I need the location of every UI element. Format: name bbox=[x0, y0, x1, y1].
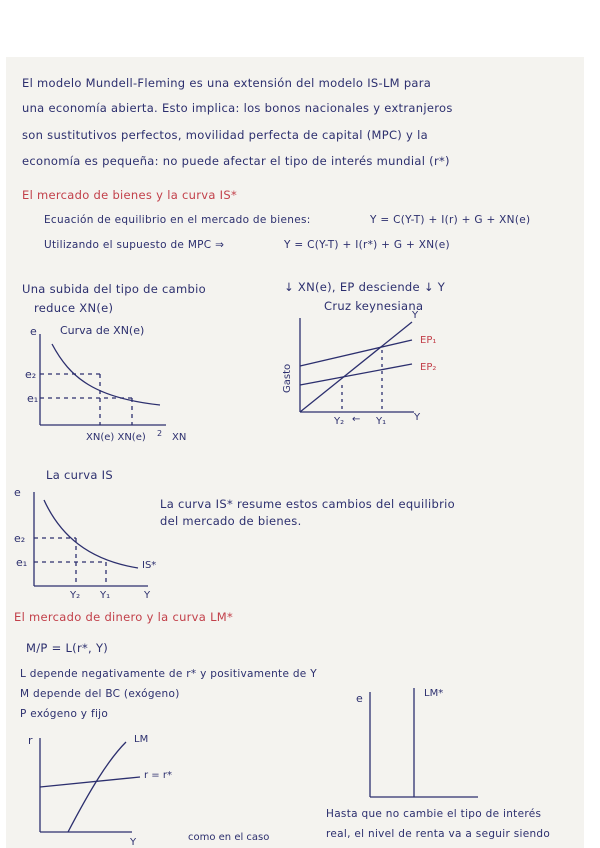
footer-line-2: real, el nivel de renta va a seguir siendo bbox=[326, 828, 551, 840]
note-exchange-rate: Una subida del tipo de cambio bbox=[22, 282, 206, 296]
money-equation: M/P = L(r*, Y) bbox=[26, 641, 109, 655]
xn-curve-label: Curva de XN(e) bbox=[60, 324, 145, 337]
lm-y-axis-label: r bbox=[28, 734, 33, 747]
cross-ep2-label: EP₂ bbox=[420, 362, 437, 373]
xn-e2-label: e₂ bbox=[25, 368, 37, 381]
cross-y1-label: Y₁ bbox=[376, 416, 387, 427]
cross-y-axis-label: Gasto bbox=[282, 363, 293, 393]
cross-x-axis-label: Y bbox=[414, 412, 421, 423]
is-description-2: del mercado de bienes. bbox=[160, 514, 302, 528]
cross-y2-label: Y₂ bbox=[334, 416, 345, 427]
xn-x-ticks-label: XN(e) XN(e) bbox=[86, 432, 146, 443]
keynesian-cross-label: Cruz keynesiana bbox=[324, 299, 424, 313]
money-note-m: M depende del BC (exógeno) bbox=[20, 688, 180, 700]
lmstar-y-axis-label: e bbox=[356, 692, 363, 705]
lm-x-axis-label: Y bbox=[130, 837, 137, 848]
lm-curve-label: LM bbox=[134, 734, 149, 745]
xn-x-axis-label: XN bbox=[172, 432, 187, 443]
cross-y-top-label: Y bbox=[412, 310, 419, 321]
note-reduce-xn: reduce XN(e) bbox=[34, 301, 114, 315]
is-y2-label: Y₂ bbox=[70, 590, 81, 601]
equilibrium-equation: Y = C(Y-T) + I(r) + G + XN(e) bbox=[370, 214, 531, 226]
section-money-heading: El mercado de dinero y la curva LM* bbox=[14, 610, 234, 624]
is-curve-label: IS* bbox=[142, 560, 157, 571]
lm-rstar-label: r = r* bbox=[144, 770, 172, 781]
lm-cut-note: como en el caso bbox=[188, 832, 270, 843]
xn-e1-label: e₁ bbox=[27, 392, 39, 405]
intro-line-3: son sustitutivos perfectos, movilidad perfecta de capital (MPC) y la bbox=[22, 128, 428, 142]
note-ep-falls: ↓ XN(e), EP desciende ↓ Y bbox=[284, 280, 446, 294]
is-curve-title: La curva IS bbox=[46, 468, 113, 482]
money-note-p: P exógeno y fijo bbox=[20, 708, 109, 720]
mpc-label: Utilizando el supuesto de MPC ⇒ bbox=[44, 239, 225, 251]
xn-x-tick-subscript: 2 bbox=[157, 429, 163, 438]
is-description-1: La curva IS* resume estos cambios del equilibrio bbox=[160, 497, 455, 511]
mpc-equation: Y = C(Y-T) + I(r*) + G + XN(e) bbox=[284, 239, 450, 251]
intro-line-2: una economía abierta. Esto implica: los bonos nacionales y extranjeros bbox=[22, 101, 453, 115]
is-y1-label: Y₁ bbox=[100, 590, 111, 601]
is-e1-label: e₁ bbox=[16, 556, 28, 569]
intro-line-1: El modelo Mundell-Fleming es una extensión del modelo IS-LM para bbox=[22, 76, 432, 90]
footer-line-1: Hasta que no cambie el tipo de interés bbox=[326, 808, 542, 820]
intro-line-4: economía es pequeña: no puede afectar el tipo de interés mundial (r*) bbox=[22, 154, 450, 168]
is-e2-label: e₂ bbox=[14, 532, 26, 545]
is-y-axis-label: e bbox=[14, 486, 21, 499]
cross-ep1-label: EP₁ bbox=[420, 335, 437, 346]
money-note-l: L depende negativamente de r* y positivamente de Y bbox=[20, 668, 317, 680]
xn-y-axis-label: e bbox=[30, 325, 37, 338]
equilibrium-label: Ecuación de equilibrio en el mercado de bienes: bbox=[44, 214, 311, 226]
cross-arrow: ← bbox=[352, 414, 361, 425]
lmstar-curve-label: LM* bbox=[424, 688, 444, 699]
is-x-axis-label: Y bbox=[144, 590, 151, 601]
section-goods-heading: El mercado de bienes y la curva IS* bbox=[22, 188, 237, 202]
